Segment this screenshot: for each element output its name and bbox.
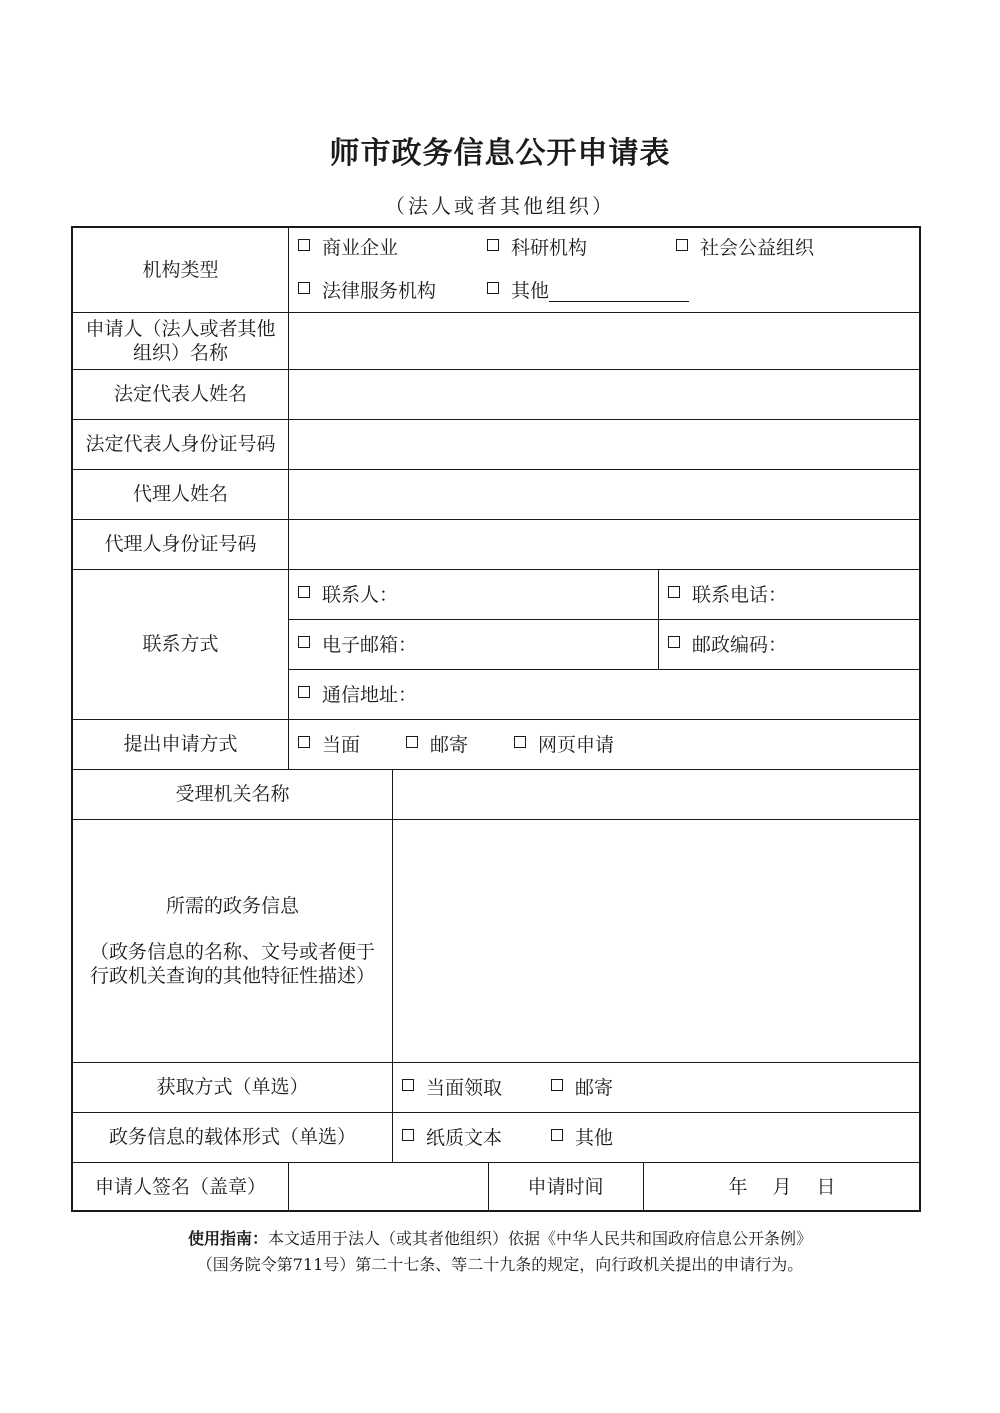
applicant-name-label: 申请人（法人或者其他组织）名称	[85, 317, 276, 364]
info-needed-label: 所需的政务信息	[165, 894, 299, 917]
signature-field[interactable]	[289, 1163, 488, 1212]
carrier-option-other[interactable]: 其他	[551, 1126, 613, 1150]
agency-field[interactable]	[393, 770, 921, 819]
agent-name-field[interactable]	[289, 470, 921, 519]
applicant-name-field[interactable]	[289, 313, 921, 369]
submit-method-label: 提出申请方式	[123, 733, 238, 755]
org-type-label: 机构类型	[142, 259, 219, 281]
col-divider	[658, 569, 659, 669]
info-needed-label-cell	[73, 819, 392, 1062]
contact-person-field[interactable]: 联系人：	[298, 583, 398, 607]
contact-postcode-field[interactable]: 邮政编码：	[668, 633, 787, 657]
obtain-option-in-person[interactable]: 当面领取	[402, 1076, 502, 1100]
contact-phone-field[interactable]: 联系电话：	[668, 583, 787, 607]
obtain-method-label: 获取方式（单选）	[156, 1076, 309, 1098]
info-needed-note: （政务信息的名称、文号或者便于行政机关查询的其他特征性描述）	[89, 940, 375, 987]
checkbox-icon	[487, 239, 499, 251]
agent-id-label: 代理人身份证号码	[104, 533, 257, 555]
page-title: 师市政务信息公开申请表	[329, 136, 671, 171]
row-divider	[288, 619, 921, 620]
row-divider	[288, 669, 921, 670]
date-field[interactable]: 年 月 日	[728, 1176, 836, 1198]
org-type-option-nonprofit[interactable]: 社会公益组织	[676, 236, 814, 260]
usage-guide-heading: 使用指南：	[187, 1229, 268, 1248]
checkbox-icon	[298, 282, 310, 294]
checkbox-icon	[487, 282, 499, 294]
checkbox-icon	[298, 686, 310, 698]
submit-option-web[interactable]: 网页申请	[514, 733, 614, 757]
checkbox-icon	[298, 586, 310, 598]
agency-label: 受理机关名称	[175, 783, 290, 805]
contact-label: 联系方式	[142, 633, 219, 655]
checkbox-icon	[402, 1129, 414, 1141]
usage-guide-line-2: （国务院令第711号）第二十七条、等二十九条的规定，向行政机关提出的申请行为。	[196, 1255, 804, 1274]
usage-guide-line-1: 使用指南：本文适用于法人（或其者他组织）依据《中华人民共和国政府信息公开条例》	[187, 1229, 813, 1248]
page-subtitle: （法人或者其他组织）	[385, 194, 615, 218]
other-blank-field[interactable]	[549, 281, 689, 302]
checkbox-icon	[298, 636, 310, 648]
submit-option-in-person[interactable]: 当面	[298, 733, 360, 757]
obtain-option-mail[interactable]: 邮寄	[551, 1076, 613, 1100]
legal-rep-name-field[interactable]	[289, 370, 921, 419]
application-form	[71, 226, 921, 1212]
agent-name-label: 代理人姓名	[132, 483, 228, 505]
org-type-option-other[interactable]: 其他	[487, 279, 689, 303]
checkbox-icon	[402, 1079, 414, 1091]
checkbox-icon	[551, 1129, 563, 1141]
org-type-option-research[interactable]: 科研机构	[487, 236, 587, 260]
contact-address-field[interactable]: 通信地址：	[298, 683, 417, 707]
signature-label: 申请人签名（盖章）	[94, 1176, 266, 1198]
date-label: 申请时间	[527, 1176, 604, 1198]
checkbox-icon	[551, 1079, 563, 1091]
org-type-option-commercial[interactable]: 商业企业	[298, 236, 398, 260]
submit-option-mail[interactable]: 邮寄	[406, 733, 468, 757]
checkbox-icon	[668, 636, 680, 648]
org-type-option-legal[interactable]: 法律服务机构	[298, 279, 436, 303]
usage-guide	[0, 1226, 1000, 1278]
checkbox-icon	[676, 239, 688, 251]
checkbox-icon	[406, 736, 418, 748]
contact-email-field[interactable]: 电子邮箱：	[298, 633, 417, 657]
checkbox-icon	[298, 239, 310, 251]
legal-rep-id-field[interactable]	[289, 420, 921, 469]
legal-rep-name-label: 法定代表人姓名	[113, 383, 247, 405]
checkbox-icon	[298, 736, 310, 748]
checkbox-icon	[668, 586, 680, 598]
legal-rep-id-label: 法定代表人身份证号码	[85, 433, 276, 455]
info-needed-field[interactable]	[393, 820, 921, 1062]
checkbox-icon	[514, 736, 526, 748]
carrier-option-paper[interactable]: 纸质文本	[402, 1126, 502, 1150]
agent-id-field[interactable]	[289, 520, 921, 569]
carrier-form-label: 政务信息的载体形式（单选）	[108, 1126, 356, 1148]
